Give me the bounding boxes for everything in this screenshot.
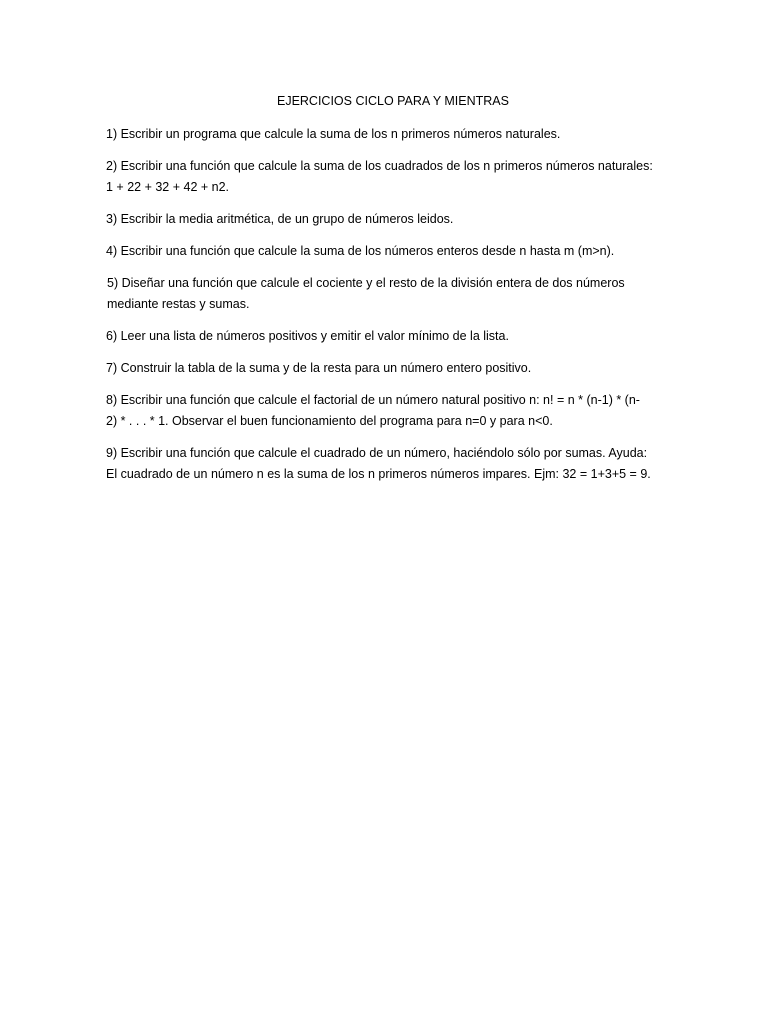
exercise-5-line-1: 5) Diseñar una función que calcule el cociente y el resto de la división entera de dos números [107, 276, 625, 290]
exercise-9 [106, 443, 666, 485]
exercise-6 [106, 326, 666, 347]
exercise-2 [106, 156, 666, 198]
exercise-1-line-1: 1) Escribir un programa que calcule la suma de los n primeros números naturales. [106, 127, 561, 141]
exercise-6-line-1: 6) Leer una lista de números positivos y emitir el valor mínimo de la lista. [106, 329, 509, 343]
exercise-7 [106, 358, 666, 379]
exercise-9-line-1: 9) Escribir una función que calcule el cuadrado de un número, haciéndolo sólo por sumas. Ayuda: [106, 446, 648, 460]
exercise-5 [106, 273, 666, 315]
exercise-4-line-1: 4) Escribir una función que calcule la suma de los números enteros desde n hasta m (m>n). [106, 244, 615, 258]
document-title: EJERCICIOS CICLO PARA Y MIENTRAS [276, 94, 509, 108]
exercise-7-line-1: 7) Construir la tabla de la suma y de la resta para un número entero positivo. [106, 361, 532, 375]
exercise-3 [106, 209, 666, 230]
exercise-9-line-2: El cuadrado de un número n es la suma de los n primeros números impares. Ejm: 32 = 1+3+5 = 9. [106, 467, 651, 481]
exercise-3-line-1: 3) Escribir la media aritmética, de un grupo de números leidos. [106, 212, 454, 226]
exercise-1 [106, 124, 666, 145]
exercise-8-line-2: 2) * . . . * 1. Observar el buen funcionamiento del programa para n=0 y para n<0. [106, 414, 553, 428]
exercise-2-line-2: 1 + 22 + 32 + 42 + n2. [106, 180, 230, 194]
exercise-4 [106, 241, 666, 262]
exercise-list [106, 124, 666, 496]
exercise-8-line-1: 8) Escribir una función que calcule el factorial de un número natural positivo n: n! = n * (n-1) * (n- [106, 393, 640, 407]
exercise-2-line-1: 2) Escribir una función que calcule la suma de los cuadrados de los n primeros números naturales: [106, 159, 653, 173]
exercise-5-line-2: mediante restas y sumas. [107, 297, 250, 311]
exercise-8 [106, 390, 666, 432]
